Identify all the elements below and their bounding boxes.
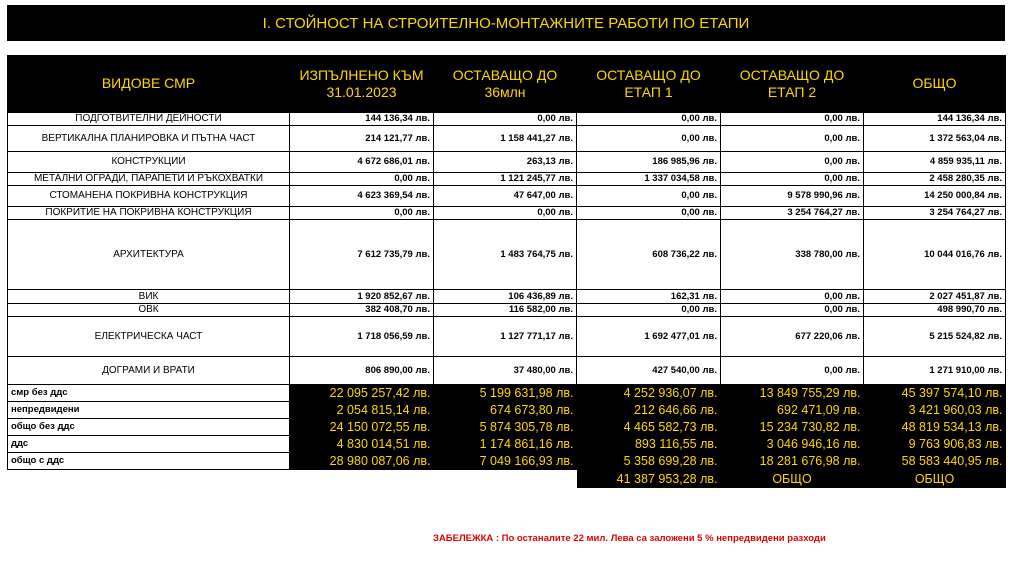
- extra-totals-row: [8, 470, 1006, 489]
- value-cell: 0,00 лв.: [577, 186, 721, 207]
- table-row: [8, 113, 1006, 126]
- value-cell: 0,00 лв.: [721, 113, 864, 126]
- value-cell: 9 578 990,96 лв.: [721, 186, 864, 207]
- header-cell: ОСТАВАЩО ДО ЕТАП 2: [721, 56, 864, 113]
- value-cell: 2 027 451,87 лв.: [864, 290, 1006, 304]
- value-cell: 0,00 лв.: [721, 304, 864, 317]
- table-row: [8, 304, 1006, 317]
- value-cell: 144 136,34 лв.: [864, 113, 1006, 126]
- header-cell: ОБЩО: [864, 56, 1006, 113]
- summary-value: 674 673,80 лв.: [434, 402, 577, 419]
- row-label: ВЕРТИКАЛНА ПЛАНИРОВКА И ПЪТНА ЧАСТ: [8, 126, 290, 152]
- row-label: ПОКРИТИЕ НА ПОКРИВНА КОНСТРУКЦИЯ: [8, 207, 290, 220]
- value-cell: 186 985,96 лв.: [577, 152, 721, 173]
- value-cell: 37 480,00 лв.: [434, 357, 577, 385]
- empty-cell: [8, 470, 290, 489]
- row-label: СТОМАНЕНА ПОКРИВНА КОНСТРУКЦИЯ: [8, 186, 290, 207]
- summary-value: 13 849 755,29 лв.: [721, 385, 864, 402]
- value-cell: 10 044 016,76 лв.: [864, 220, 1006, 290]
- value-cell: 1 127 771,17 лв.: [434, 317, 577, 357]
- value-cell: 162,31 лв.: [577, 290, 721, 304]
- value-cell: 0,00 лв.: [577, 126, 721, 152]
- summary-value: 212 646,66 лв.: [577, 402, 721, 419]
- summary-row: [8, 453, 1006, 470]
- value-cell: 498 990,70 лв.: [864, 304, 1006, 317]
- value-cell: 2 458 280,35 лв.: [864, 173, 1006, 186]
- value-cell: 1 271 910,00 лв.: [864, 357, 1006, 385]
- summary-row: [8, 436, 1006, 453]
- value-cell: 1 920 852,67 лв.: [290, 290, 434, 304]
- summary-value: 48 819 534,13 лв.: [864, 419, 1006, 436]
- value-cell: 1 372 563,04 лв.: [864, 126, 1006, 152]
- table-row: [8, 207, 1006, 220]
- header-cell: ИЗПЪЛНЕНО КЪМ 31.01.2023: [290, 56, 434, 113]
- header-cell: ОСТАВАЩО ДО 36млн: [434, 56, 577, 113]
- value-cell: 0,00 лв.: [721, 152, 864, 173]
- value-cell: 0,00 лв.: [721, 173, 864, 186]
- summary-value: 15 234 730,82 лв.: [721, 419, 864, 436]
- row-label: АРХИТЕКТУРА: [8, 220, 290, 290]
- header-row: [8, 56, 1006, 113]
- summary-value: 4 465 582,73 лв.: [577, 419, 721, 436]
- header-cell: ОСТАВАЩО ДО ЕТАП 1: [577, 56, 721, 113]
- value-cell: 608 736,22 лв.: [577, 220, 721, 290]
- summary-value: 3 421 960,03 лв.: [864, 402, 1006, 419]
- page-title: I. СТОЙНОСТ НА СТРОИТЕЛНО-МОНТАЖНИТЕ РАБОТИ ПО ЕТАПИ: [7, 5, 1005, 41]
- value-cell: 3 254 764,27 лв.: [721, 207, 864, 220]
- value-cell: 4 623 369,54 лв.: [290, 186, 434, 207]
- summary-value: 5 874 305,78 лв.: [434, 419, 577, 436]
- etap2-total-label: ОБЩО: [721, 470, 864, 489]
- value-cell: 0,00 лв.: [721, 290, 864, 304]
- value-cell: 214 121,77 лв.: [290, 126, 434, 152]
- value-cell: 0,00 лв.: [721, 126, 864, 152]
- summary-value: 692 471,09 лв.: [721, 402, 864, 419]
- table-row: [8, 152, 1006, 173]
- summary-value: 18 281 676,98 лв.: [721, 453, 864, 470]
- value-cell: 4 672 686,01 лв.: [290, 152, 434, 173]
- cost-table: [7, 55, 1006, 488]
- value-cell: 677 220,06 лв.: [721, 317, 864, 357]
- summary-value: 4 830 014,51 лв.: [290, 436, 434, 453]
- summary-value: 5 358 699,28 лв.: [577, 453, 721, 470]
- value-cell: 427 540,00 лв.: [577, 357, 721, 385]
- value-cell: 47 647,00 лв.: [434, 186, 577, 207]
- summary-value: 5 199 631,98 лв.: [434, 385, 577, 402]
- summary-label: общо с ддс: [8, 453, 290, 470]
- value-cell: 806 890,00 лв.: [290, 357, 434, 385]
- row-label: КОНСТРУКЦИИ: [8, 152, 290, 173]
- table-row: [8, 186, 1006, 207]
- value-cell: 7 612 735,79 лв.: [290, 220, 434, 290]
- summary-row: [8, 419, 1006, 436]
- summary-value: 58 583 440,95 лв.: [864, 453, 1006, 470]
- value-cell: 1 718 056,59 лв.: [290, 317, 434, 357]
- etap1-grand-total: 41 387 953,28 лв.: [577, 470, 721, 489]
- value-cell: 0,00 лв.: [434, 113, 577, 126]
- table-row: [8, 317, 1006, 357]
- value-cell: 0,00 лв.: [577, 113, 721, 126]
- value-cell: 338 780,00 лв.: [721, 220, 864, 290]
- row-label: ДОГРАМИ И ВРАТИ: [8, 357, 290, 385]
- summary-label: общо без ддс: [8, 419, 290, 436]
- summary-value: 2 054 815,14 лв.: [290, 402, 434, 419]
- summary-row: [8, 402, 1006, 419]
- empty-cell: [434, 470, 577, 489]
- summary-label: смр без ддс: [8, 385, 290, 402]
- value-cell: 382 408,70 лв.: [290, 304, 434, 317]
- summary-value: 4 252 936,07 лв.: [577, 385, 721, 402]
- summary-label: непредвидени: [8, 402, 290, 419]
- summary-value: 1 174 861,16 лв.: [434, 436, 577, 453]
- summary-label: ддс: [8, 436, 290, 453]
- value-cell: 0,00 лв.: [721, 357, 864, 385]
- value-cell: 3 254 764,27 лв.: [864, 207, 1006, 220]
- value-cell: 116 582,00 лв.: [434, 304, 577, 317]
- value-cell: 106 436,89 лв.: [434, 290, 577, 304]
- row-label: ОВК: [8, 304, 290, 317]
- value-cell: 144 136,34 лв.: [290, 113, 434, 126]
- grand-total-label: ОБЩО: [864, 470, 1006, 489]
- summary-value: 7 049 166,93 лв.: [434, 453, 577, 470]
- summary-row: [8, 385, 1006, 402]
- summary-value: 45 397 574,10 лв.: [864, 385, 1006, 402]
- value-cell: 5 215 524,82 лв.: [864, 317, 1006, 357]
- value-cell: 4 859 935,11 лв.: [864, 152, 1006, 173]
- row-label: ЕЛЕКТРИЧЕСКА ЧАСТ: [8, 317, 290, 357]
- value-cell: 14 250 000,84 лв.: [864, 186, 1006, 207]
- summary-value: 28 980 087,06 лв.: [290, 453, 434, 470]
- table-row: [8, 220, 1006, 290]
- table-row: [8, 173, 1006, 186]
- table-row: [8, 357, 1006, 385]
- value-cell: 1 121 245,77 лв.: [434, 173, 577, 186]
- value-cell: 0,00 лв.: [577, 207, 721, 220]
- value-cell: 1 158 441,27 лв.: [434, 126, 577, 152]
- row-label: ПОДГОТВИТЕЛНИ ДЕЙНОСТИ: [8, 113, 290, 126]
- value-cell: 1 483 764,75 лв.: [434, 220, 577, 290]
- row-label: МЕТАЛНИ ОГРАДИ, ПАРАПЕТИ И РЪКОХВАТКИ: [8, 173, 290, 186]
- value-cell: 0,00 лв.: [434, 207, 577, 220]
- value-cell: 0,00 лв.: [577, 304, 721, 317]
- table-row: [8, 290, 1006, 304]
- table-row: [8, 126, 1006, 152]
- summary-value: 9 763 906,83 лв.: [864, 436, 1006, 453]
- summary-value: 22 095 257,42 лв.: [290, 385, 434, 402]
- value-cell: 0,00 лв.: [290, 173, 434, 186]
- row-label: ВИК: [8, 290, 290, 304]
- empty-cell: [290, 470, 434, 489]
- summary-value: 24 150 072,55 лв.: [290, 419, 434, 436]
- value-cell: 1 692 477,01 лв.: [577, 317, 721, 357]
- header-cell: ВИДОВЕ СМР: [8, 56, 290, 113]
- value-cell: 263,13 лв.: [434, 152, 577, 173]
- summary-value: 893 116,55 лв.: [577, 436, 721, 453]
- value-cell: 0,00 лв.: [290, 207, 434, 220]
- value-cell: 1 337 034,58 лв.: [577, 173, 721, 186]
- note: ЗАБЕЛЕЖКА : По останалите 22 мил. Лева са заложени 5 % непредвидени разходи: [433, 533, 826, 544]
- summary-value: 3 046 946,16 лв.: [721, 436, 864, 453]
